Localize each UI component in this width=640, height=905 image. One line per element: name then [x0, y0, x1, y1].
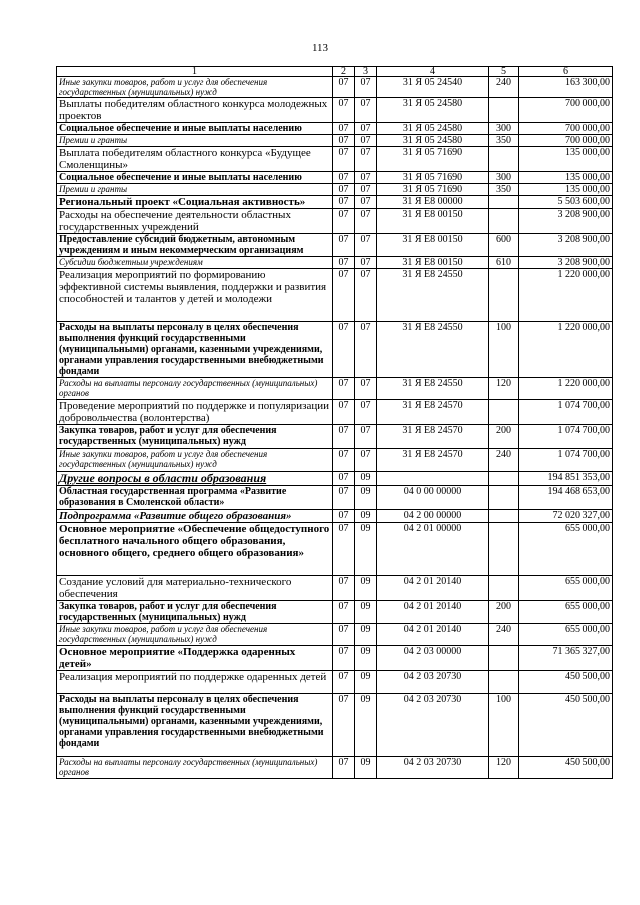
row-subsection: 09 — [355, 671, 377, 694]
row-subsection: 09 — [355, 624, 377, 646]
row-subsection: 07 — [355, 234, 377, 257]
table-row — [57, 123, 613, 135]
row-section: 07 — [333, 486, 355, 510]
row-name: Премии и гранты — [57, 135, 333, 147]
row-expense-type: 100 — [489, 322, 519, 378]
header-col-1: 1 — [57, 67, 333, 77]
row-name: Иные закупки товаров, работ и услуг для обеспечения государственных (муниципальных) нужд — [57, 449, 333, 472]
row-amount: 3 208 900,00 — [519, 257, 613, 269]
row-expense-type: 120 — [489, 378, 519, 400]
table-row — [57, 425, 613, 449]
row-section: 07 — [333, 269, 355, 322]
row-section: 07 — [333, 694, 355, 757]
row-target-code: 31 Я Е8 00000 — [377, 196, 489, 209]
row-name: Субсидии бюджетным учреждениям — [57, 257, 333, 269]
row-subsection: 07 — [355, 209, 377, 234]
row-expense-type: 300 — [489, 123, 519, 135]
row-subsection: 07 — [355, 449, 377, 472]
row-target-code: 04 2 03 20730 — [377, 671, 489, 694]
row-expense-type — [489, 523, 519, 576]
header-col-2: 2 — [333, 67, 355, 77]
row-target-code: 04 2 01 20140 — [377, 624, 489, 646]
row-amount: 655 000,00 — [519, 576, 613, 601]
row-section: 07 — [333, 322, 355, 378]
row-subsection: 07 — [355, 147, 377, 172]
row-expense-type: 120 — [489, 757, 519, 779]
table-row — [57, 77, 613, 98]
row-name: Проведение мероприятий по поддержке и популяризации добровольчества (волонтерства) — [57, 400, 333, 425]
row-subsection: 07 — [355, 184, 377, 196]
row-subsection: 07 — [355, 196, 377, 209]
row-amount: 135 000,00 — [519, 184, 613, 196]
row-expense-type: 200 — [489, 601, 519, 624]
row-name: Расходы на обеспечение деятельности областных государственных учреждений — [57, 209, 333, 234]
row-target-code: 31 Я Е8 00150 — [377, 257, 489, 269]
row-amount: 1 074 700,00 — [519, 400, 613, 425]
row-target-code: 04 2 01 20140 — [377, 601, 489, 624]
row-subsection: 09 — [355, 523, 377, 576]
row-section: 07 — [333, 671, 355, 694]
row-target-code: 04 2 03 20730 — [377, 694, 489, 757]
row-name: Основное мероприятие «Обеспечение общедоступного бесплатного начального общего образования, основного общего, среднего общего образования» — [57, 523, 333, 576]
row-section: 07 — [333, 757, 355, 779]
row-amount: 194 468 653,00 — [519, 486, 613, 510]
table-row — [57, 646, 613, 671]
row-section: 07 — [333, 257, 355, 269]
row-section: 07 — [333, 576, 355, 601]
table-row — [57, 322, 613, 378]
row-target-code: 31 Я Е8 24550 — [377, 269, 489, 322]
table-row — [57, 486, 613, 510]
row-amount: 194 851 353,00 — [519, 472, 613, 486]
row-section: 07 — [333, 472, 355, 486]
row-section: 07 — [333, 400, 355, 425]
table-row — [57, 624, 613, 646]
page-number: 113 — [311, 42, 329, 54]
table-row — [57, 209, 613, 234]
row-amount: 135 000,00 — [519, 147, 613, 172]
row-subsection: 07 — [355, 378, 377, 400]
table-row — [57, 757, 613, 779]
row-expense-type: 350 — [489, 135, 519, 147]
row-target-code — [377, 472, 489, 486]
row-target-code: 31 Я 05 71690 — [377, 172, 489, 184]
table-row — [57, 400, 613, 425]
row-section: 07 — [333, 378, 355, 400]
row-section: 07 — [333, 234, 355, 257]
row-amount: 3 208 900,00 — [519, 209, 613, 234]
row-section: 07 — [333, 135, 355, 147]
row-name: Расходы на выплаты персоналу государственных (муниципальных) органов — [57, 757, 333, 779]
table-row — [57, 523, 613, 576]
row-name: Социальное обеспечение и иные выплаты населению — [57, 172, 333, 184]
row-target-code: 31 Я Е8 24550 — [377, 322, 489, 378]
row-expense-type — [489, 510, 519, 523]
table-row — [57, 147, 613, 172]
row-amount: 72 020 327,00 — [519, 510, 613, 523]
row-amount: 71 365 327,00 — [519, 646, 613, 671]
row-subsection: 07 — [355, 425, 377, 449]
row-target-code: 31 Я 05 24540 — [377, 77, 489, 98]
row-expense-type: 240 — [489, 449, 519, 472]
row-amount: 1 220 000,00 — [519, 269, 613, 322]
row-target-code: 31 Я 05 71690 — [377, 184, 489, 196]
row-name: Закупка товаров, работ и услуг для обеспечения государственных (муниципальных) нужд — [57, 425, 333, 449]
row-amount: 163 300,00 — [519, 77, 613, 98]
row-expense-type — [489, 486, 519, 510]
row-target-code: 04 2 03 20730 — [377, 757, 489, 779]
row-target-code: 31 Я Е8 00150 — [377, 209, 489, 234]
row-amount: 135 000,00 — [519, 172, 613, 184]
row-expense-type: 600 — [489, 234, 519, 257]
row-section: 07 — [333, 646, 355, 671]
row-target-code: 31 Я 05 24580 — [377, 135, 489, 147]
row-expense-type — [489, 147, 519, 172]
row-name: Основное мероприятие «Поддержка одаренных детей» — [57, 646, 333, 671]
row-target-code: 31 Я Е8 00150 — [377, 234, 489, 257]
table-row — [57, 601, 613, 624]
row-amount: 450 500,00 — [519, 694, 613, 757]
row-subsection: 09 — [355, 486, 377, 510]
row-section: 07 — [333, 184, 355, 196]
row-section: 07 — [333, 425, 355, 449]
row-expense-type: 610 — [489, 257, 519, 269]
row-section: 07 — [333, 196, 355, 209]
row-subsection: 07 — [355, 135, 377, 147]
row-name: Предоставление субсидий бюджетным, автономным учреждениям и иным некоммерческим организациям — [57, 234, 333, 257]
table-row — [57, 184, 613, 196]
row-section: 07 — [333, 98, 355, 123]
row-target-code: 31 Я 05 24580 — [377, 123, 489, 135]
row-name: Социальное обеспечение и иные выплаты населению — [57, 123, 333, 135]
row-name: Реализация мероприятий по поддержке одаренных детей — [57, 671, 333, 694]
row-subsection: 09 — [355, 510, 377, 523]
row-section: 07 — [333, 147, 355, 172]
table-row — [57, 257, 613, 269]
row-subsection: 07 — [355, 172, 377, 184]
row-name: Расходы на выплаты персоналу в целях обеспечения выполнения функций государственными (муниципальными) органами, казенными учреждениями, органами управления государственными внебюджетными фондами — [57, 322, 333, 378]
row-section: 07 — [333, 510, 355, 523]
row-amount: 655 000,00 — [519, 601, 613, 624]
row-section: 07 — [333, 449, 355, 472]
row-expense-type — [489, 209, 519, 234]
row-subsection: 07 — [355, 400, 377, 425]
row-subsection: 09 — [355, 646, 377, 671]
row-expense-type: 100 — [489, 694, 519, 757]
row-target-code: 31 Я Е8 24570 — [377, 400, 489, 425]
row-expense-type: 240 — [489, 624, 519, 646]
table-row — [57, 135, 613, 147]
row-amount: 450 500,00 — [519, 757, 613, 779]
row-amount: 1 220 000,00 — [519, 378, 613, 400]
row-name: Реализация мероприятий по формированию эффективной системы выявления, поддержки и развития способностей и талантов у детей и молодежи — [57, 269, 333, 322]
row-name: Закупка товаров, работ и услуг для обеспечения государственных (муниципальных) нужд — [57, 601, 333, 624]
row-amount: 5 503 600,00 — [519, 196, 613, 209]
row-subsection: 07 — [355, 98, 377, 123]
row-expense-type — [489, 98, 519, 123]
row-section: 07 — [333, 523, 355, 576]
row-expense-type — [489, 646, 519, 671]
row-expense-type: 240 — [489, 77, 519, 98]
row-target-code: 04 2 01 20140 — [377, 576, 489, 601]
table-row — [57, 234, 613, 257]
row-target-code: 04 2 01 00000 — [377, 523, 489, 576]
row-subsection: 09 — [355, 576, 377, 601]
row-section: 07 — [333, 601, 355, 624]
row-target-code: 31 Я 05 24580 — [377, 98, 489, 123]
row-expense-type — [489, 472, 519, 486]
table-row — [57, 196, 613, 209]
row-target-code: 04 2 03 00000 — [377, 646, 489, 671]
row-amount: 1 074 700,00 — [519, 449, 613, 472]
row-expense-type: 200 — [489, 425, 519, 449]
row-subsection: 07 — [355, 257, 377, 269]
table-row — [57, 378, 613, 400]
row-expense-type — [489, 269, 519, 322]
header-col-4: 4 — [377, 67, 489, 77]
table-row — [57, 98, 613, 123]
row-amount: 3 208 900,00 — [519, 234, 613, 257]
table-row — [57, 472, 613, 486]
table-row — [57, 269, 613, 322]
header-col-5: 5 — [489, 67, 519, 77]
table-row — [57, 172, 613, 184]
row-amount: 700 000,00 — [519, 98, 613, 123]
row-section: 07 — [333, 209, 355, 234]
row-subsection: 07 — [355, 322, 377, 378]
row-expense-type — [489, 576, 519, 601]
row-subsection: 09 — [355, 472, 377, 486]
table-row — [57, 449, 613, 472]
row-amount: 1 220 000,00 — [519, 322, 613, 378]
row-section: 07 — [333, 77, 355, 98]
row-name: Расходы на выплаты персоналу государственных (муниципальных) органов — [57, 378, 333, 400]
table-header — [57, 67, 613, 77]
row-amount: 700 000,00 — [519, 123, 613, 135]
row-expense-type — [489, 400, 519, 425]
row-amount: 450 500,00 — [519, 671, 613, 694]
row-amount: 1 074 700,00 — [519, 425, 613, 449]
row-amount: 655 000,00 — [519, 523, 613, 576]
row-expense-type — [489, 196, 519, 209]
table-row — [57, 694, 613, 757]
row-subsection: 07 — [355, 269, 377, 322]
row-target-code: 31 Я Е8 24570 — [377, 449, 489, 472]
row-name: Иные закупки товаров, работ и услуг для обеспечения государственных (муниципальных) нужд — [57, 624, 333, 646]
table-body — [57, 77, 613, 779]
row-name: Подпрограмма «Развитие общего образования» — [57, 510, 333, 523]
budget-table — [56, 66, 613, 779]
row-amount: 700 000,00 — [519, 135, 613, 147]
row-subsection: 09 — [355, 601, 377, 624]
table-row — [57, 510, 613, 523]
row-target-code: 31 Я 05 71690 — [377, 147, 489, 172]
row-expense-type — [489, 671, 519, 694]
row-subsection: 07 — [355, 77, 377, 98]
row-name: Иные закупки товаров, работ и услуг для обеспечения государственных (муниципальных) нужд — [57, 77, 333, 98]
row-target-code: 04 0 00 00000 — [377, 486, 489, 510]
row-expense-type: 350 — [489, 184, 519, 196]
row-section: 07 — [333, 624, 355, 646]
row-name: Региональный проект «Социальная активность» — [57, 196, 333, 209]
table-row — [57, 576, 613, 601]
row-subsection: 09 — [355, 694, 377, 757]
row-expense-type: 300 — [489, 172, 519, 184]
row-subsection: 07 — [355, 123, 377, 135]
table-row — [57, 671, 613, 694]
row-name: Создание условий для материально-технического обеспечения — [57, 576, 333, 601]
row-name: Премии и гранты — [57, 184, 333, 196]
row-name: Областная государственная программа «Развитие образования в Смоленской области» — [57, 486, 333, 510]
row-name: Другие вопросы в области образования — [57, 472, 333, 486]
row-subsection: 09 — [355, 757, 377, 779]
row-name: Расходы на выплаты персоналу в целях обеспечения выполнения функций государственными (муниципальными) органами, казенными учреждениями, органами управления государственными внебюджетными фондами — [57, 694, 333, 757]
row-target-code: 04 2 00 00000 — [377, 510, 489, 523]
row-name: Выплата победителям областного конкурса «Будущее Смоленщины» — [57, 147, 333, 172]
row-amount: 655 000,00 — [519, 624, 613, 646]
row-section: 07 — [333, 172, 355, 184]
row-target-code: 31 Я Е8 24570 — [377, 425, 489, 449]
row-section: 07 — [333, 123, 355, 135]
row-target-code: 31 Я Е8 24550 — [377, 378, 489, 400]
header-col-6: 6 — [519, 67, 613, 77]
header-col-3: 3 — [355, 67, 377, 77]
row-name: Выплаты победителям областного конкурса молодежных проектов — [57, 98, 333, 123]
